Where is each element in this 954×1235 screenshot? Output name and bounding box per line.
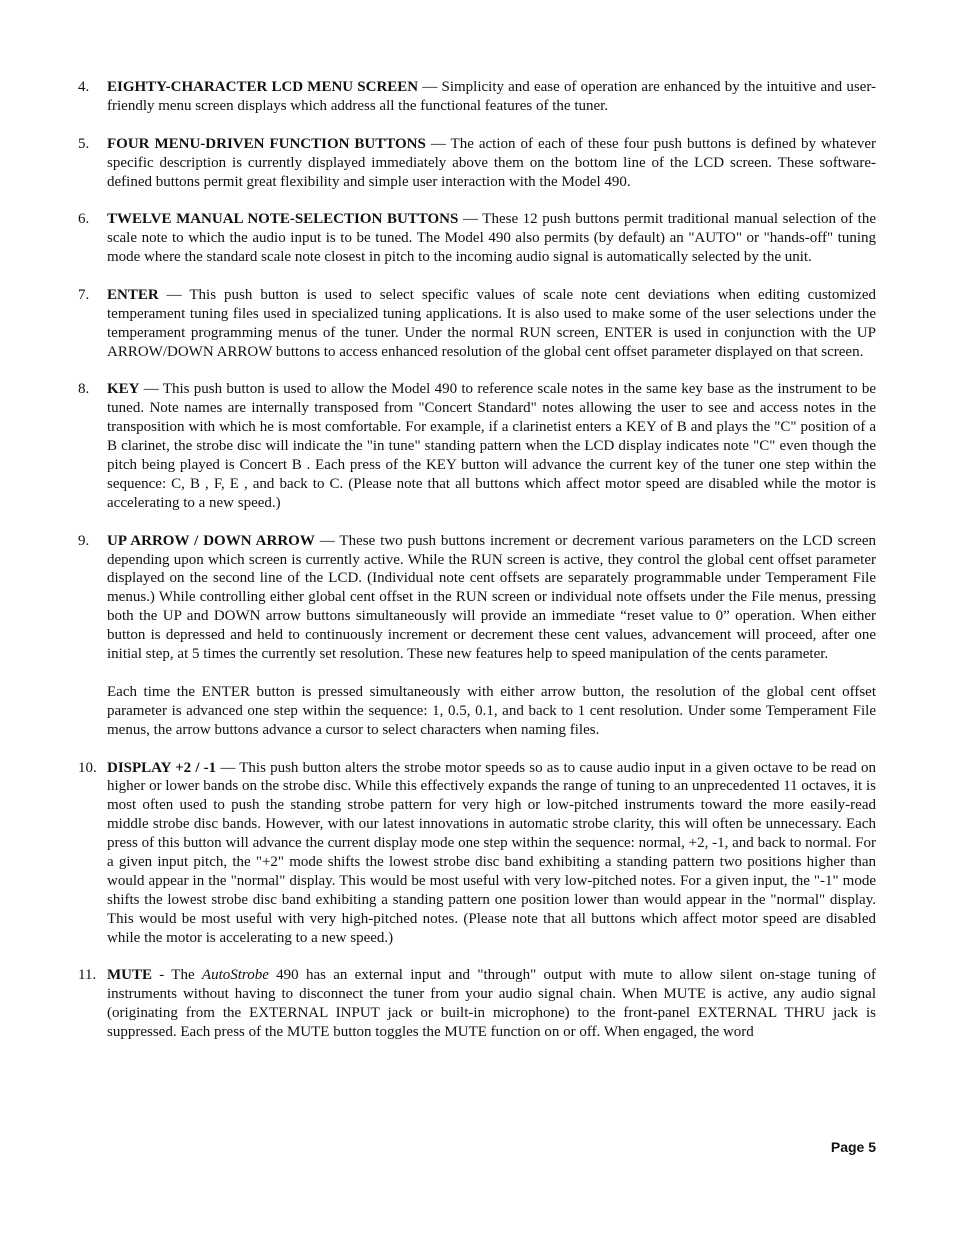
list-item-11 (78, 966, 876, 1042)
item-text: — This push button alters the strobe motor speeds so as to cause audio input in a given octave to be read on higher or lower bands on the strobe disc. While this effectively expands the range of tuning to an unprecedented 11 octaves, it is most often used to push the standing strobe pattern for very high or low-pitched instruments toward the more easily-read middle strobe disc bands. However, with our latest innovations in automatic strobe clarity, this will often be unnecessary. Each press of this button will advance the current display mode one step within the sequence: normal, +2, -1, and back to normal. For a given input pitch, the "+2" mode shifts the lowest strobe disc band exhibiting a standing pattern two positions higher than would appear in the "normal" display. This would be most useful with very low-pitched notes. For a given input, the "-1" mode shifts the lowest strobe disc band exhibiting a standing pattern one position lower than would appear in the "normal" display. This would be most useful with very high-pitched notes. (Please note that all buttons which affect motor speed are disabled while the motor is accelerating to a new speed.) (107, 759, 876, 946)
item-text: 490 has an external input and "through" output with mute to allow silent on-stage tuning of instruments without having to disconnect the tuner from your audio signal chain. When MUTE is active, any audio signal (originating from the EXTERNAL INPUT jack or built-in microphone) to the front-panel EXTERNAL THRU jack is suppressed. Each press of the MUTE button toggles the MUTE function on or off. When engaged, the word (107, 967, 876, 1041)
item-paragraph (107, 759, 876, 948)
item-text: — This push button is used to select specific values of scale note cent deviations when editing customized temperament tuning files used in specialized tuning applications. It is also used to make some of the user selections under the temperament programming menus of the tuner. Under the normal RUN screen, ENTER is used in conjunction with the UP ARROW/DOWN ARROW buttons to access enhanced resolution of the global cent offset parameter displayed on that screen. (107, 286, 876, 360)
item-title: TWELVE MANUAL NOTE-SELECTION BUTTONS (107, 211, 459, 228)
list-item-7 (78, 286, 876, 362)
item-number: 5. (78, 135, 90, 152)
item-paragraph (107, 966, 876, 1042)
item-number: 10. (78, 759, 97, 776)
item-paragraph-continued: Each time the ENTER button is pressed simultaneously with either arrow button, the resolution of the global cent offset parameter is advanced one step within the sequence: 1, 0.5, 0.1, and back to 1 cent resolution. Under some Temperament File menus, the arrow buttons advance a cursor to select characters when naming files. (107, 683, 876, 738)
item-title: FOUR MENU-DRIVEN FUNCTION BUTTONS (107, 135, 426, 152)
item-number: 6. (78, 211, 90, 228)
page-number: Page 5 (830, 1139, 876, 1155)
list-item-10 (78, 759, 876, 948)
item-paragraph (107, 532, 876, 664)
item-number: 7. (78, 286, 90, 303)
item-title: KEY (107, 381, 140, 398)
list-item-4 (78, 78, 876, 116)
item-paragraph (107, 78, 876, 116)
item-number: 8. (78, 381, 90, 398)
list-item-8 (78, 380, 876, 512)
item-title: UP ARROW / DOWN ARROW (107, 532, 315, 549)
item-title: ENTER (107, 286, 159, 303)
button-description-list (78, 78, 876, 1061)
item-paragraph (107, 380, 876, 512)
item-text: — This push button is used to allow the Model 490 to reference scale notes in the same key base as the instrument to be tuned. Note names are internally transposed from "Concert Standard" notes allowing the user to see and access notes in the transposition with which he is most comfortable. For example, if a clarinetist enters a KEY of B and plays the "C" position of a B clarinet, the strobe disc will indicate the "in tune" standing pattern when the LCD display indicates note "C" even though the pitch being played is Concert B . Each press of the KEY button will advance the current key of the tuner one step within the sequence: C, B , F, E , and back to C. (Please note that all buttons which affect motor speed are disabled while the motor is accelerating to a new speed.) (107, 381, 876, 511)
item-number: 4. (78, 79, 90, 95)
list-item-9 (78, 532, 876, 740)
item-text: — These two push buttons increment or decrement various parameters on the LCD screen depending upon which screen is currently active. While the RUN screen is active, they control the global cent offset parameter displayed on the second line of the LCD. (Individual note cent offsets are separately programmable under Temperament File menus.) While controlling either global cent offset in the RUN screen or individual note offsets under the File menus, pressing both the UP and DOWN arrow buttons simultaneously will provide an immediate “reset value to 0” operation. When either button is depressed and held to continuously increment or decrement these cent values, advancement will proceed, after one initial step, at 5 times the currently set resolution. These new features help to speed manipulation of the cents parameter. (107, 532, 876, 663)
item-text: — Simplicity and ease of operation are enhanced by the intuitive and user-friendly menu screen displays which address all the functional features of the tuner. (107, 79, 877, 114)
item-paragraph (107, 286, 876, 362)
item-paragraph (107, 210, 876, 267)
item-title: MUTE (107, 967, 152, 984)
item-text: — These 12 push buttons permit traditional manual selection of the scale note to which the audio input is to be tuned. The Model 490 also permits (by default) an "AUTO" or "hands-off" tuning mode where the standard scale note closest in pitch to the incoming audio signal is automatically selected by the unit. (107, 211, 876, 266)
item-title: EIGHTY-CHARACTER LCD MENU SCREEN (107, 79, 419, 95)
item-text: — The action of each of these four push buttons is defined by whatever specific description is currently displayed immediately above them on the bottom line of the LCD screen. These software-defined buttons permit great flexibility and simple user interaction with the Model 490. (107, 135, 876, 190)
item-title: DISPLAY +2 / -1 (107, 759, 217, 776)
product-name: AutoStrobe (201, 967, 269, 984)
list-item-6 (78, 210, 876, 267)
item-paragraph (107, 135, 876, 192)
item-text: - The (152, 967, 202, 984)
item-number: 9. (78, 532, 90, 549)
item-number: 11. (78, 967, 97, 984)
list-item-5 (78, 135, 876, 192)
